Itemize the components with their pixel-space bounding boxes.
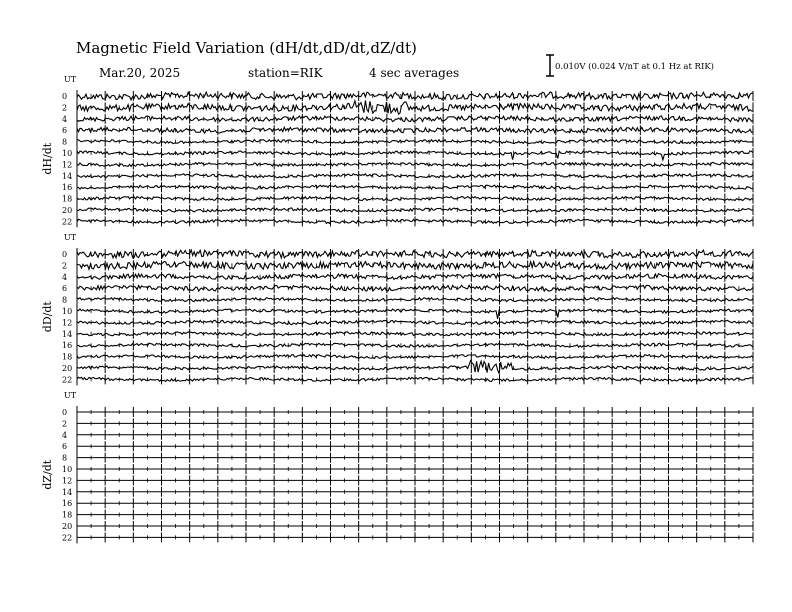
hour-label: 14 xyxy=(62,171,73,181)
hour-label: 4 xyxy=(62,272,68,282)
hour-label: 16 xyxy=(62,183,73,193)
hour-label: 8 xyxy=(62,137,68,147)
y-axis-label: dH/dt xyxy=(41,142,54,175)
hour-label: 6 xyxy=(62,126,68,136)
hour-label: 18 xyxy=(62,194,73,204)
hour-ticks xyxy=(77,374,753,384)
y-axis-label: dZ/dt xyxy=(41,459,54,490)
hour-label: 8 xyxy=(62,453,68,463)
scale-label: 0.010V (0.024 V/nT at 0.1 Hz at RIK) xyxy=(555,62,714,72)
panel-dh-dt xyxy=(41,75,753,227)
hour-label: 22 xyxy=(62,217,73,227)
hour-label: 20 xyxy=(62,364,73,373)
hour-label: 22 xyxy=(62,533,73,543)
panel-dd-dt xyxy=(41,233,753,385)
ut-label: UT xyxy=(64,233,77,242)
scale-bar xyxy=(546,55,554,76)
station-label: station=RIK xyxy=(248,66,323,80)
hour-label: 22 xyxy=(62,375,73,385)
hour-label: 4 xyxy=(62,430,68,440)
hour-label: 8 xyxy=(62,295,68,305)
hour-label: 4 xyxy=(62,114,68,124)
averaging-label: 4 sec averages xyxy=(369,66,460,80)
panel-dz-dt xyxy=(41,391,753,543)
hour-label: 0 xyxy=(62,408,68,417)
hour-label: 18 xyxy=(62,510,73,520)
hour-label: 6 xyxy=(62,442,68,452)
hour-label: 2 xyxy=(62,419,68,429)
hour-label: 12 xyxy=(62,318,73,328)
hour-label: 16 xyxy=(62,341,73,351)
hour-label: 14 xyxy=(62,487,73,497)
hour-label: 20 xyxy=(62,206,73,215)
hour-ticks xyxy=(77,114,753,124)
hour-label: 0 xyxy=(62,250,68,259)
hour-label: 16 xyxy=(62,499,73,509)
hour-label: 20 xyxy=(62,522,73,531)
figure-title: Magnetic Field Variation (dH/dt,dD/dt,dZ/dt) xyxy=(76,39,417,57)
hour-label: 2 xyxy=(62,103,68,113)
hour-label: 2 xyxy=(62,261,68,271)
y-axis-label: dD/dt xyxy=(41,301,54,333)
hour-label: 12 xyxy=(62,476,73,486)
hour-label: 10 xyxy=(62,149,73,158)
hour-label: 0 xyxy=(62,92,68,101)
ut-label: UT xyxy=(64,75,77,84)
hour-label: 10 xyxy=(62,465,73,474)
ut-label: UT xyxy=(64,391,77,400)
hour-label: 12 xyxy=(62,160,73,170)
panels xyxy=(41,75,753,543)
hour-label: 18 xyxy=(62,352,73,362)
hour-label: 14 xyxy=(62,329,73,339)
hour-label: 10 xyxy=(62,307,73,316)
hour-label: 6 xyxy=(62,284,68,294)
date-label: Mar.20, 2025 xyxy=(99,66,181,80)
